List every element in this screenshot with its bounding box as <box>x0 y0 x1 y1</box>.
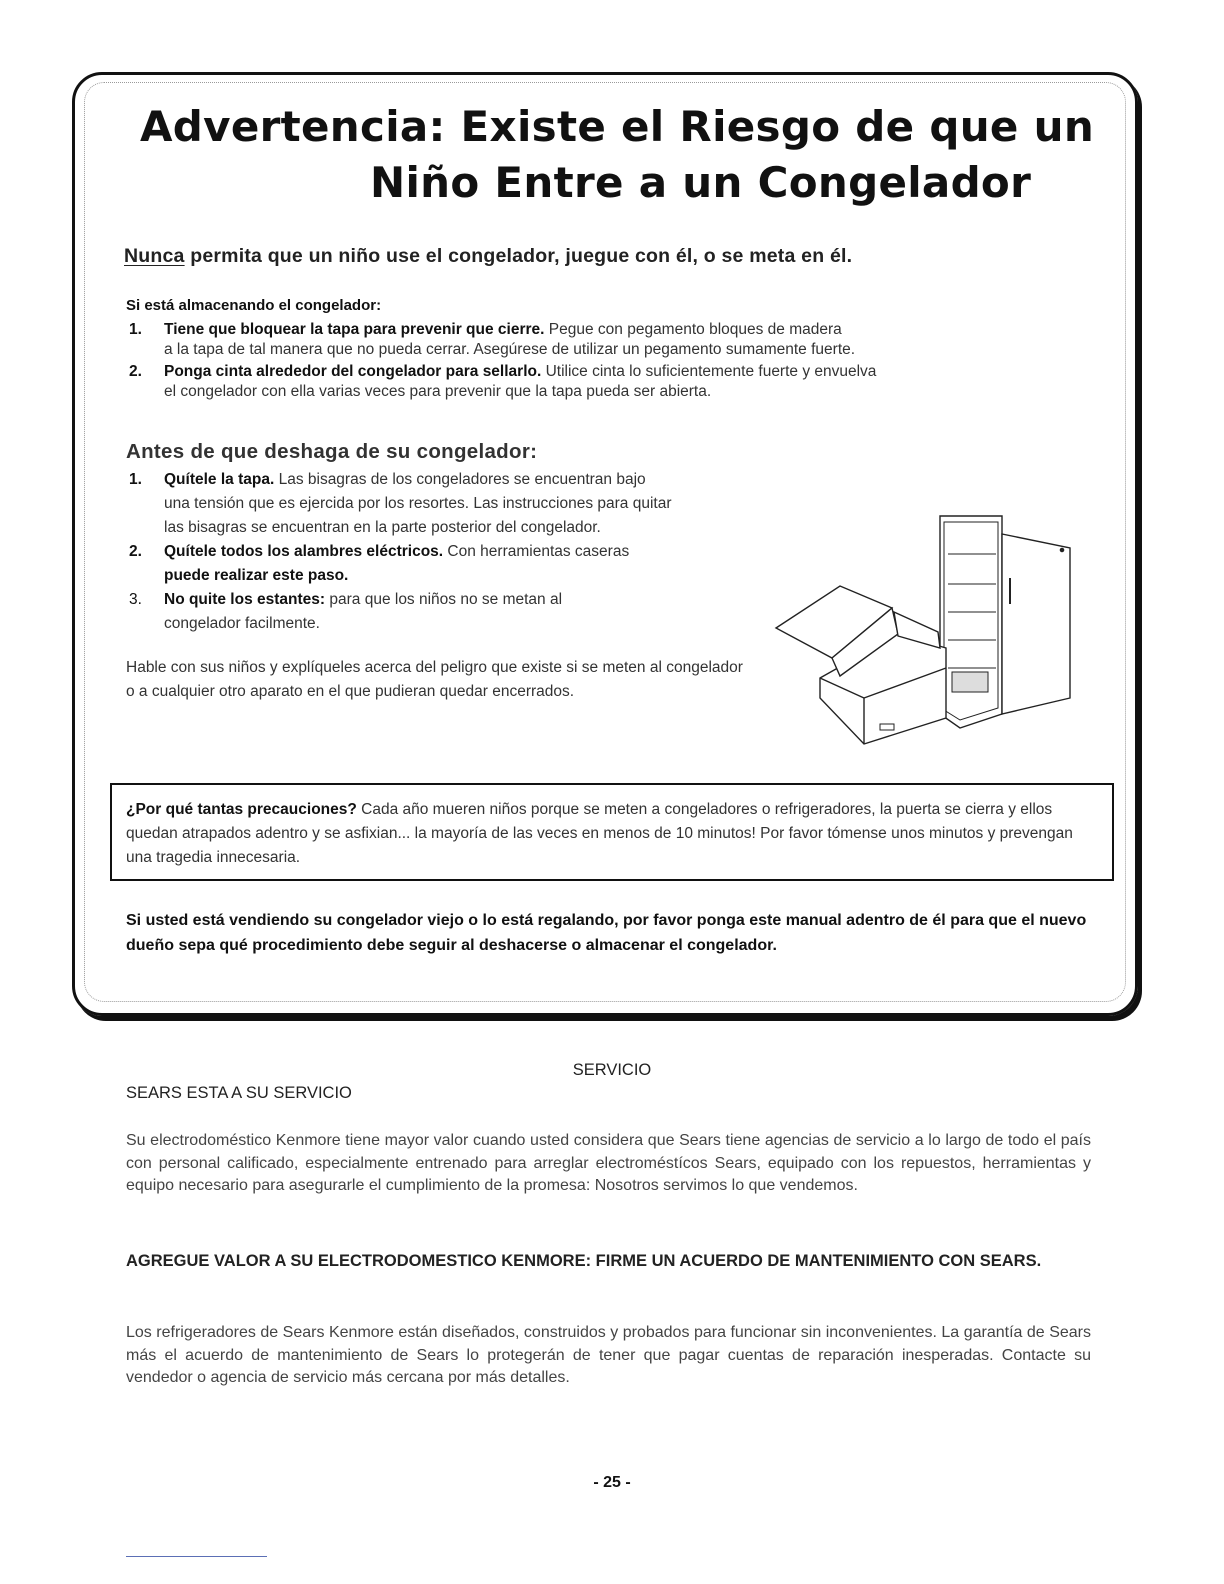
list-number: 3. <box>129 591 142 608</box>
list-item-text: a la tapa de tal manera que no pueda cerrar. Asegúrese de utilizar un pegamento sumamente fuerte. <box>164 341 856 358</box>
selling-notice: Si usted está vendiendo su congelador viejo o lo está regalando, por favor ponga este manual adentro de él para que el nuevo dueño sepa qué procedimiento debe seguir al deshacerse o almacenar el congelador. <box>126 912 1087 954</box>
list-item-bold: No quite los estantes: <box>164 591 326 608</box>
maintenance-heading: AGREGUE VALOR A SU ELECTRODOMESTICO KENMORE: FIRME UN ACUERDO DE MANTENIMIENTO CON SEARS. <box>126 1252 1042 1270</box>
why-precautions-box <box>110 783 1114 881</box>
never-word: Nunca <box>124 245 185 267</box>
list-item <box>126 320 1086 360</box>
upright-freezer-body <box>940 516 1002 728</box>
list-item-bold: puede realizar este paso. <box>164 567 349 584</box>
list-item-text: para que los niños no se metan al <box>329 591 563 608</box>
list-item <box>126 540 826 588</box>
storing-label: Si está almacenando el congelador: <box>126 297 382 314</box>
list-number: 1. <box>129 321 142 338</box>
list-item <box>126 362 1086 402</box>
disposal-list <box>126 468 826 636</box>
page-number: - 25 - <box>593 1474 631 1491</box>
why-precautions-bold: ¿Por qué tantas precauciones? <box>126 801 357 818</box>
talk-to-children-text: Hable con sus niños y explíqueles acerca del peligro que existe si se meten al congelador o a cualquier otro aparato en el que pudieran quedar encerrados. <box>126 659 743 700</box>
disposal-heading: Antes de que deshaga de su congelador: <box>126 440 538 463</box>
list-item-text: Las bisagras de los congeladores se encuentran bajo <box>278 471 646 488</box>
list-item-text: Utilice cinta lo suficientemente fuerte y envuelva <box>545 363 877 380</box>
storing-list <box>126 320 1086 402</box>
service-paragraph-2: Los refrigeradores de Sears Kenmore están diseñados, construidos y probados para funcionar sin inconvenientes. La garantía de Sears más el acuerdo de mantenimiento de Sears lo protegerán de tener que pagar cuentas de reparación inesperadas. Contacte su vendedor o agencia de servicio más cercana por más detalles. <box>126 1324 1091 1386</box>
footer-rule <box>126 1556 267 1557</box>
why-precautions-text: Cada año mueren niños porque se meten a congeladores o refrigeradores, la puerta se cierra y ellos quedan atrapados adentro y se asfixian... la mayoría de las veces en menos de 10 minutos! Por favor tómense unos minutos y prevengan una tragedia innecesaria. <box>126 801 1073 866</box>
list-item-text: congelador facilmente. <box>164 615 320 632</box>
list-item-text: las bisagras se encuentran en la parte posterior del congelador. <box>164 519 601 536</box>
list-item-bold: Tiene que bloquear la tapa para prevenir que cierre. <box>164 321 545 338</box>
warning-title-line2: Niño Entre a un Congelador <box>370 158 1032 207</box>
list-number: 2. <box>129 543 142 560</box>
service-paragraph-1: Su electrodoméstico Kenmore tiene mayor valor cuando usted considera que Sears tiene agencias de servicio a lo largo de todo el país con personal calificado, especialmente entrenado para arreglar electroméstícos Sears, equipado con los repuestos, herramientas y equipo necesario para asegurarle el cumplimiento de la promesa: Nosotros servimos lo que vendemos. <box>126 1132 1091 1194</box>
list-item-bold: Ponga cinta alrededor del congelador para sellarlo. <box>164 363 542 380</box>
list-item-bold: Quítele todos los alambres eléctricos. <box>164 543 444 560</box>
list-item-text: Con herramientas caseras <box>447 543 630 560</box>
list-item-text: una tensión que es ejercida por los resortes. Las instrucciones para quitar <box>164 495 672 512</box>
never-rest: permita que un niño use el congelador, juegue con él, o se meta en él. <box>190 245 853 267</box>
list-number: 1. <box>129 471 142 488</box>
never-statement <box>124 245 852 268</box>
freezer-illustration <box>770 508 1076 752</box>
list-number: 2. <box>129 363 142 380</box>
upright-freezer-door <box>1002 534 1070 714</box>
list-item <box>126 588 826 636</box>
list-item-text: Pegue con pegamento bloques de madera <box>548 321 842 338</box>
list-item <box>126 468 826 540</box>
list-item-bold: Quítele la tapa. <box>164 471 275 488</box>
service-title: SERVICIO <box>572 1061 652 1079</box>
warning-title-line1: Advertencia: Existe el Riesgo de que un <box>140 102 1095 151</box>
service-subtitle: SEARS ESTA A SU SERVICIO <box>126 1084 352 1102</box>
list-item-text: el congelador con ella varias veces para prevenir que la tapa pueda ser abierta. <box>164 383 712 400</box>
